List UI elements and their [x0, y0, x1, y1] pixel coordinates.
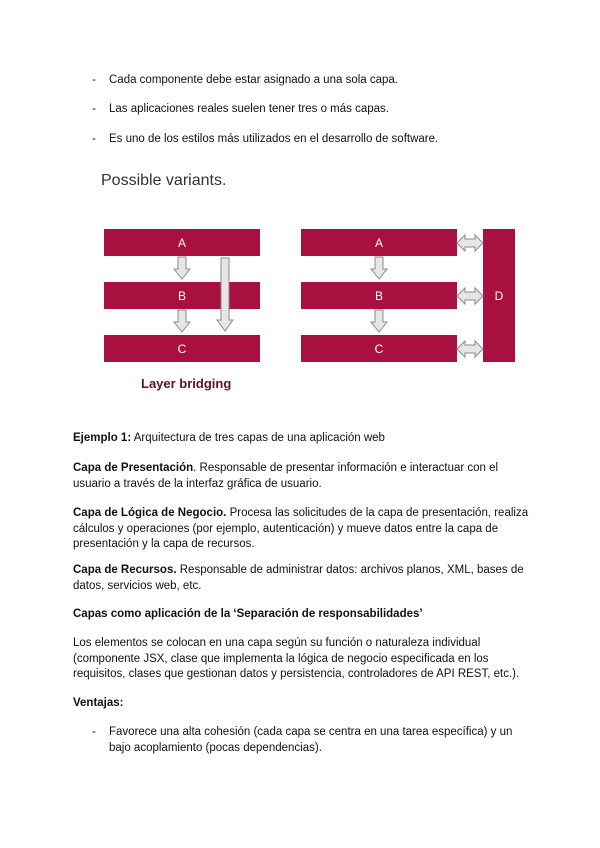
left-layer-c-label: C	[177, 342, 187, 356]
separation-heading: Capas como aplicación de la ‘Separación de responsabilidades’	[73, 608, 423, 620]
right-layer-a-label: A	[374, 236, 384, 250]
example-line	[73, 431, 533, 447]
right-layer-c-label: C	[374, 342, 384, 356]
side-layer-d-label: D	[494, 289, 504, 303]
layer-bridging-caption: Layer bridging	[141, 376, 232, 391]
layer-diagram	[0, 0, 600, 420]
logic-text: Procesa las solicitudes de la capa de presentación, realiza cálculos y operaciones (por ejemplo, autenticación) y mueve datos entre la capa de presentación y la capa de recursos.	[73, 507, 529, 550]
diagram-title: Possible variants.	[101, 172, 227, 189]
presentation-label: Capa de Presentación	[73, 462, 194, 474]
list-item-text: Es uno de los estilos más utilizados en el desarrollo de software.	[109, 133, 439, 145]
double-arrow-icon	[457, 288, 483, 304]
arrow-down-icon	[371, 310, 387, 332]
resources-text: Responsable de administrar datos: archivos planos, XML, bases de datos, servicios web, etc.	[73, 564, 524, 592]
double-arrow-icon	[457, 235, 483, 251]
bullet-dash: -	[92, 74, 96, 86]
example-label: Ejemplo 1:	[73, 432, 132, 444]
arrow-down-icon	[371, 257, 387, 279]
example-text: Arquitectura de tres capas de una aplicación web	[131, 432, 385, 444]
bullet-dash: -	[92, 103, 96, 115]
right-layer-b-label: B	[374, 289, 384, 303]
list-item-text: Favorece una alta cohesión (cada capa se centra en una tarea específica) y un bajo acoplamiento (pocas dependencias).	[109, 726, 513, 754]
bullet-dash: -	[92, 133, 96, 145]
logic-paragraph	[73, 506, 533, 553]
separation-paragraph: Los elementos se colocan en una capa según su función o naturaleza individual (componente JSX, clase que implementa la lógica de negocio especificada en los requisitos, clases que gestionan datos y persistencia, controladores de API REST, etc.).	[73, 637, 520, 680]
arrow-down-icon	[174, 257, 190, 279]
presentation-paragraph	[73, 461, 533, 492]
resources-label: Capa de Recursos.	[73, 564, 177, 576]
left-layer-a-label: A	[177, 236, 187, 250]
bullet-dash: -	[92, 726, 96, 738]
arrow-down-icon	[174, 310, 190, 332]
list-item-text: Las aplicaciones reales suelen tener tres o más capas.	[109, 103, 389, 115]
list-item-text: Cada componente debe estar asignado a una sola capa.	[109, 74, 398, 86]
advantages-heading: Ventajas:	[73, 697, 124, 709]
logic-label: Capa de Lógica de Negocio.	[73, 507, 227, 519]
list-item	[92, 725, 532, 756]
resources-paragraph	[73, 563, 533, 594]
presentation-text: . Responsable de presentar información e interactuar con el usuario a través de la interfaz gráfica de usuario.	[73, 462, 499, 490]
double-arrow-icon	[457, 341, 483, 357]
left-layer-b-label: B	[177, 289, 187, 303]
